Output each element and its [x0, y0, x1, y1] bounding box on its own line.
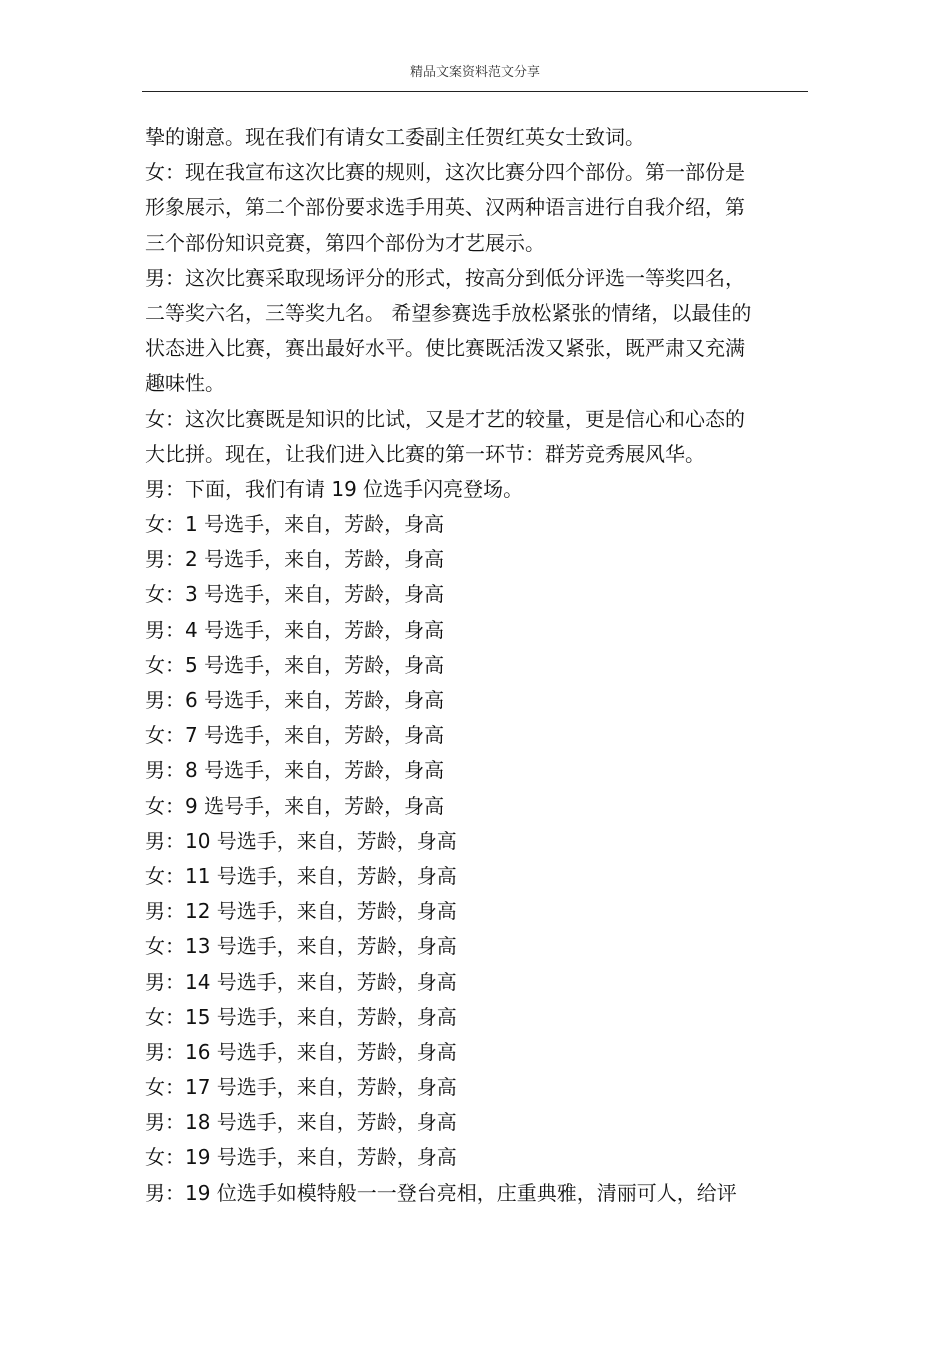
- text-line: 女：19 号选手，来自，芳龄，身高: [145, 1145, 457, 1170]
- text-line: 女：这次比赛既是知识的比试，又是才艺的较量，更是信心和心态的: [145, 406, 745, 431]
- text-line: 挚的谢意。现在我们有请女工委副主任贺红英女士致词。: [145, 125, 645, 149]
- text-line: 状态进入比赛，赛出最好水平。使比赛既活泼又紧张，既严肃又充满: [145, 336, 745, 361]
- text-line: 女：9 选号手，来自，芳龄，身高: [145, 793, 445, 818]
- text-line: 女：17 号选手，来自，芳龄，身高: [145, 1075, 457, 1100]
- text-line: 男：这次比赛采取现场评分的形式，按高分到低分评选一等奖四名，: [145, 265, 745, 290]
- text-line: 趣味性。: [145, 371, 225, 396]
- text-line: 男：12 号选手，来自，芳龄，身高: [145, 899, 457, 924]
- text-line: 三个部份知识竞赛，第四个部份为才艺展示。: [145, 230, 545, 255]
- text-line: 女：1 号选手，来自，芳龄，身高: [145, 512, 445, 537]
- text-line: 男：16 号选手，来自，芳龄，身高: [145, 1039, 457, 1064]
- document-body: [145, 120, 795, 1211]
- text-line: 男：8 号选手，来自，芳龄，身高: [145, 758, 445, 783]
- text-line: 大比拼。现在，让我们进入比赛的第一环节：群芳竞秀展风华。: [145, 441, 705, 466]
- text-line: 女：7 号选手，来自，芳龄，身高: [145, 723, 445, 748]
- text-line: 男：2 号选手，来自，芳龄，身高: [145, 547, 445, 572]
- text-line: 男：14 号选手，来自，芳龄，身高: [145, 969, 457, 994]
- text-line: 男：4 号选手，来自，芳龄，身高: [145, 617, 445, 642]
- text-line: 男：19 位选手如模特般一一登台亮相，庄重典雅，清丽可人，给评: [145, 1180, 737, 1205]
- header-divider: [142, 91, 808, 92]
- text-line: 男：10 号选手，来自，芳龄，身高: [145, 828, 457, 853]
- text-line: 男：下面，我们有请 19 位选手闪亮登场。: [145, 476, 524, 501]
- text-line: 女：11 号选手，来自，芳龄，身高: [145, 863, 457, 888]
- text-line: 男：6 号选手，来自，芳龄，身高: [145, 688, 445, 712]
- text-line: 女：15 号选手，来自，芳龄，身高: [145, 1004, 457, 1029]
- text-line: 女：3 号选手，来自，芳龄，身高: [145, 582, 445, 607]
- text-line: 男：18 号选手，来自，芳龄，身高: [145, 1110, 457, 1135]
- text-line: 女：现在我宣布这次比赛的规则，这次比赛分四个部份。第一部份是: [145, 160, 745, 185]
- text-line: 二等奖六名，三等奖九名。 希望参赛选手放松紧张的情绪，以最佳的: [145, 300, 752, 325]
- text-line: 女：13 号选手，来自，芳龄，身高: [145, 934, 457, 959]
- text-line: 形象展示，第二个部份要求选手用英、汉两种语言进行自我介绍，第: [145, 195, 745, 220]
- page-header-title: 精品文案资料范文分享: [409, 65, 540, 80]
- text-line: 女：5 号选手，来自，芳龄，身高: [145, 652, 445, 677]
